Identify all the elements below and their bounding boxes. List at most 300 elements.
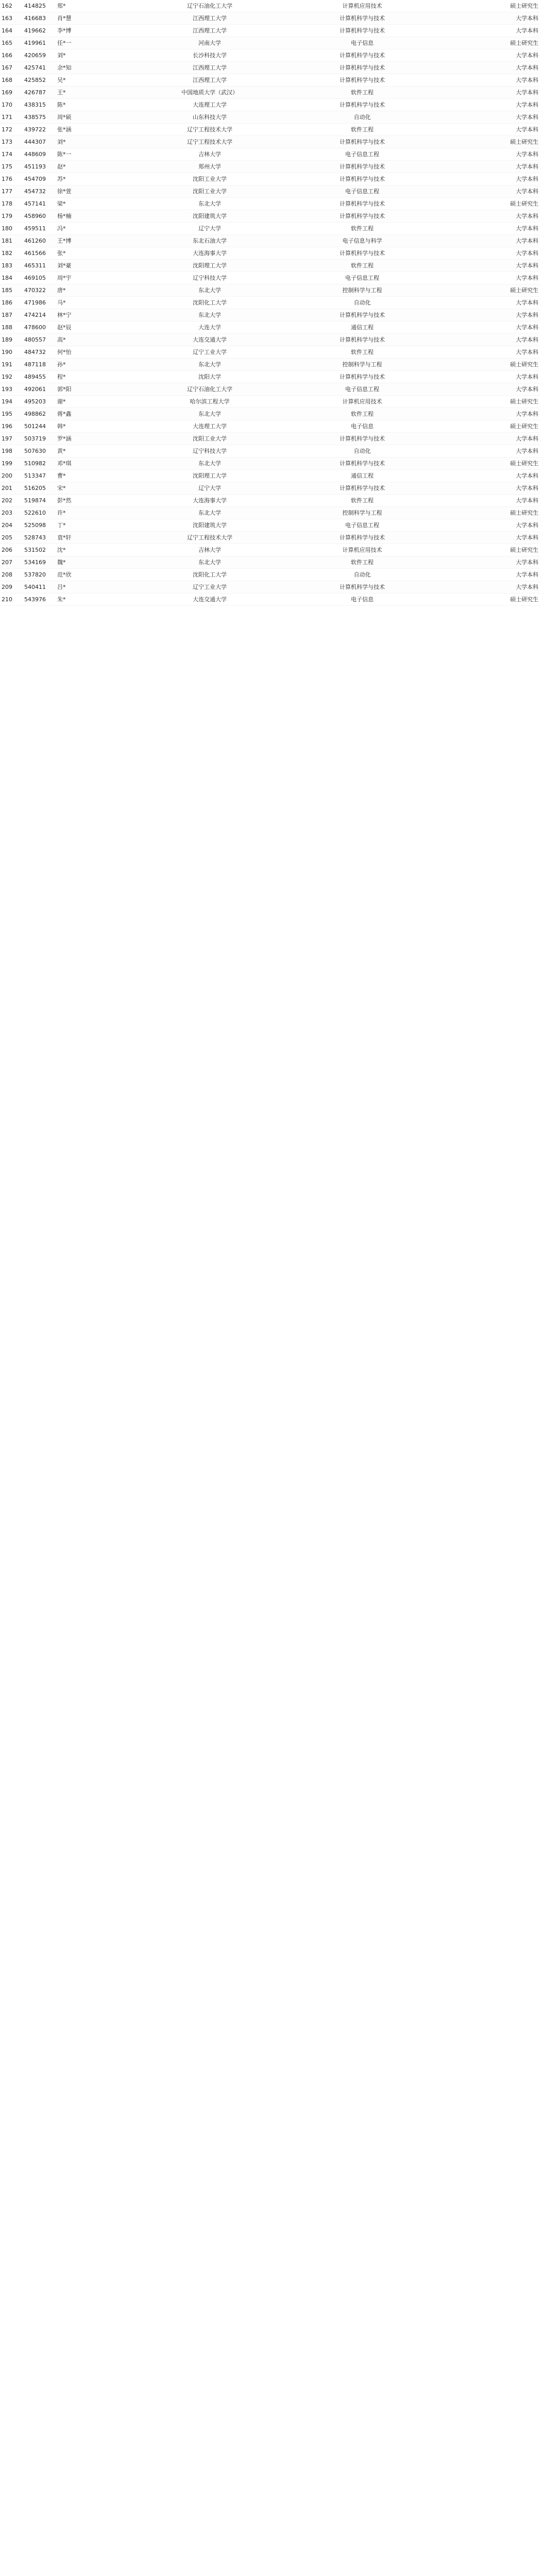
row-index: 179 [0,210,23,223]
row-id: 478600 [23,321,56,334]
table-row [0,284,540,297]
degree-type: 大学本科 [436,173,540,185]
row-index: 195 [0,408,23,420]
row-index: 184 [0,272,23,284]
degree-type: 大学本科 [436,383,540,396]
table-row [0,111,540,124]
admitted-major: 计算机科学与技术 [289,334,436,346]
degree-type: 大学本科 [436,408,540,420]
row-index: 167 [0,62,23,74]
undergraduate-school: 大连理工大学 [131,420,289,433]
row-index: 188 [0,321,23,334]
row-id: 416683 [23,12,56,25]
row-id: 513347 [23,470,56,482]
row-id: 531502 [23,544,56,556]
undergraduate-school: 郑州大学 [131,161,289,173]
student-name: 魏* [56,556,131,569]
degree-type: 大学本科 [436,74,540,87]
student-name: 丁* [56,519,131,532]
admitted-major: 计算机应用技术 [289,396,436,408]
row-index: 194 [0,396,23,408]
degree-type: 大学本科 [436,272,540,284]
degree-type: 硕士研究生 [436,544,540,556]
row-index: 205 [0,532,23,544]
row-id: 510982 [23,457,56,470]
table-row [0,556,540,569]
row-index: 171 [0,111,23,124]
row-id: 537820 [23,569,56,581]
admitted-major: 控制科学与工程 [289,359,436,371]
row-index: 172 [0,124,23,136]
table-row [0,470,540,482]
undergraduate-school: 沈阳大学 [131,371,289,383]
undergraduate-school: 辽宁工业大学 [131,346,289,359]
row-index: 202 [0,495,23,507]
degree-type: 大学本科 [436,25,540,37]
row-index: 198 [0,445,23,457]
row-id: 425741 [23,62,56,74]
row-id: 461566 [23,247,56,260]
row-id: 522610 [23,507,56,519]
table-row [0,297,540,309]
undergraduate-school: 沈阳工业大学 [131,185,289,198]
undergraduate-school: 东北大学 [131,198,289,210]
admitted-major: 计算机科学与技术 [289,482,436,495]
undergraduate-school: 山东科技大学 [131,111,289,124]
degree-type: 大学本科 [436,581,540,594]
admitted-major: 计算机科学与技术 [289,210,436,223]
student-name: 罗*涵 [56,433,131,445]
row-index: 187 [0,309,23,321]
admitted-major: 计算机科学与技术 [289,457,436,470]
degree-type: 大学本科 [436,161,540,173]
table-row [0,334,540,346]
student-name: 余*知 [56,62,131,74]
degree-type: 大学本科 [436,49,540,62]
admitted-major: 软件工程 [289,495,436,507]
undergraduate-school: 辽宁工程技术大学 [131,532,289,544]
student-name: 孙* [56,359,131,371]
row-index: 170 [0,99,23,111]
roster-body [0,0,540,606]
admitted-major: 计算机科学与技术 [289,173,436,185]
row-index: 199 [0,457,23,470]
undergraduate-school: 大连交通大学 [131,594,289,606]
admitted-major: 计算机科学与技术 [289,532,436,544]
admitted-major: 软件工程 [289,223,436,235]
degree-type: 大学本科 [436,433,540,445]
undergraduate-school: 沈阳化工大学 [131,569,289,581]
row-id: 543976 [23,594,56,606]
table-row [0,247,540,260]
admitted-major: 计算机科学与技术 [289,371,436,383]
admitted-major: 通信工程 [289,321,436,334]
student-name: 许* [56,507,131,519]
degree-type: 硕士研究生 [436,136,540,148]
row-id: 461260 [23,235,56,247]
undergraduate-school: 东北大学 [131,457,289,470]
degree-type: 大学本科 [436,334,540,346]
table-row [0,161,540,173]
undergraduate-school: 大连大学 [131,321,289,334]
row-index: 182 [0,247,23,260]
table-row [0,371,540,383]
student-name: 袁*轩 [56,532,131,544]
student-name: 陈*一 [56,148,131,161]
table-row [0,309,540,321]
table-row [0,359,540,371]
student-name: 沈* [56,544,131,556]
row-index: 163 [0,12,23,25]
degree-type: 大学本科 [436,235,540,247]
table-row [0,99,540,111]
admitted-major: 计算机科学与技术 [289,62,436,74]
row-index: 206 [0,544,23,556]
admitted-major: 自动化 [289,569,436,581]
undergraduate-school: 江西理工大学 [131,62,289,74]
undergraduate-school: 吉林大学 [131,148,289,161]
table-row [0,569,540,581]
admitted-major: 计算机应用技术 [289,544,436,556]
row-id: 454709 [23,173,56,185]
student-name: 朱* [56,594,131,606]
undergraduate-school: 沈阳化工大学 [131,297,289,309]
row-id: 439722 [23,124,56,136]
admitted-major: 电子信息工程 [289,148,436,161]
table-row [0,396,540,408]
row-index: 201 [0,482,23,495]
degree-type: 硕士研究生 [436,198,540,210]
admitted-major: 计算机科学与技术 [289,25,436,37]
degree-type: 大学本科 [436,297,540,309]
table-row [0,136,540,148]
degree-type: 大学本科 [436,346,540,359]
row-id: 469105 [23,272,56,284]
row-index: 181 [0,235,23,247]
admitted-major: 自动化 [289,445,436,457]
row-index: 162 [0,0,23,12]
table-row [0,87,540,99]
row-id: 519874 [23,495,56,507]
undergraduate-school: 江西理工大学 [131,12,289,25]
undergraduate-school: 沈阳建筑大学 [131,519,289,532]
degree-type: 大学本科 [436,482,540,495]
undergraduate-school: 沈阳工业大学 [131,433,289,445]
degree-type: 大学本科 [436,87,540,99]
undergraduate-school: 辽宁石油化工大学 [131,383,289,396]
row-id: 534169 [23,556,56,569]
row-id: 492061 [23,383,56,396]
admitted-major: 计算机科学与技术 [289,309,436,321]
table-row [0,223,540,235]
undergraduate-school: 江西理工大学 [131,74,289,87]
student-name: 宋* [56,482,131,495]
row-index: 196 [0,420,23,433]
student-name: 韩* [56,420,131,433]
row-index: 186 [0,297,23,309]
table-row [0,420,540,433]
undergraduate-school: 辽宁大学 [131,482,289,495]
row-index: 209 [0,581,23,594]
degree-type: 大学本科 [436,124,540,136]
table-row [0,495,540,507]
student-name: 刘*豪 [56,260,131,272]
row-index: 189 [0,334,23,346]
row-id: 474214 [23,309,56,321]
degree-type: 硕士研究生 [436,396,540,408]
row-id: 528743 [23,532,56,544]
table-row [0,124,540,136]
student-name: 周*宇 [56,272,131,284]
degree-type: 大学本科 [436,445,540,457]
admitted-major: 计算机应用技术 [289,0,436,12]
admitted-major: 电子信息工程 [289,519,436,532]
table-row [0,519,540,532]
row-id: 444307 [23,136,56,148]
admitted-major: 计算机科学与技术 [289,198,436,210]
admitted-major: 计算机科学与技术 [289,161,436,173]
student-name: 徐*萱 [56,185,131,198]
degree-type: 硕士研究生 [436,457,540,470]
admitted-major: 电子信息工程 [289,272,436,284]
row-index: 190 [0,346,23,359]
row-index: 178 [0,198,23,210]
student-name: 冯* [56,223,131,235]
row-index: 166 [0,49,23,62]
row-id: 525098 [23,519,56,532]
admitted-major: 软件工程 [289,408,436,420]
undergraduate-school: 大连海事大学 [131,247,289,260]
admitted-major: 电子信息 [289,37,436,49]
undergraduate-school: 东北大学 [131,309,289,321]
row-id: 414825 [23,0,56,12]
undergraduate-school: 东北大学 [131,284,289,297]
admitted-major: 软件工程 [289,346,436,359]
degree-type: 大学本科 [436,309,540,321]
undergraduate-school: 东北大学 [131,408,289,420]
undergraduate-school: 东北石油大学 [131,235,289,247]
admitted-major: 计算机科学与技术 [289,581,436,594]
degree-type: 大学本科 [436,148,540,161]
admitted-major: 通信工程 [289,470,436,482]
table-row [0,457,540,470]
row-id: 426787 [23,87,56,99]
student-name: 邓*琪 [56,457,131,470]
undergraduate-school: 东北大学 [131,507,289,519]
table-row [0,272,540,284]
row-id: 471986 [23,297,56,309]
table-row [0,173,540,185]
student-name: 黄* [56,445,131,457]
student-name: 任*一 [56,37,131,49]
student-name: 范*欣 [56,569,131,581]
undergraduate-school: 辽宁工程技术大学 [131,136,289,148]
undergraduate-school: 沈阳工业大学 [131,173,289,185]
row-index: 176 [0,173,23,185]
degree-type: 大学本科 [436,111,540,124]
degree-type: 大学本科 [436,223,540,235]
student-name: 王* [56,87,131,99]
table-row [0,74,540,87]
student-name: 王*博 [56,235,131,247]
row-id: 495203 [23,396,56,408]
degree-type: 大学本科 [436,185,540,198]
table-row [0,321,540,334]
row-index: 180 [0,223,23,235]
row-id: 438315 [23,99,56,111]
row-index: 197 [0,433,23,445]
table-row [0,594,540,606]
table-row [0,346,540,359]
degree-type: 硕士研究生 [436,37,540,49]
student-name: 唐* [56,284,131,297]
student-name: 马* [56,297,131,309]
table-row [0,532,540,544]
degree-type: 大学本科 [436,556,540,569]
student-name: 张* [56,247,131,260]
admitted-major: 计算机科学与技术 [289,99,436,111]
table-row [0,210,540,223]
admitted-major: 自动化 [289,297,436,309]
row-id: 457141 [23,198,56,210]
row-id: 420659 [23,49,56,62]
table-row [0,482,540,495]
undergraduate-school: 沈阳建筑大学 [131,210,289,223]
table-row [0,445,540,457]
row-index: 204 [0,519,23,532]
undergraduate-school: 辽宁石油化工大学 [131,0,289,12]
row-id: 419961 [23,37,56,49]
student-name: 何*怡 [56,346,131,359]
row-index: 174 [0,148,23,161]
admitted-major: 电子信息工程 [289,185,436,198]
student-name: 张*涵 [56,124,131,136]
student-name: 吴* [56,74,131,87]
degree-type: 硕士研究生 [436,359,540,371]
student-name: 彭*然 [56,495,131,507]
row-index: 203 [0,507,23,519]
admitted-major: 软件工程 [289,124,436,136]
admitted-major: 软件工程 [289,87,436,99]
table-row [0,148,540,161]
degree-type: 大学本科 [436,62,540,74]
student-name: 陈* [56,99,131,111]
degree-type: 大学本科 [436,12,540,25]
student-name: 李*博 [56,25,131,37]
undergraduate-school: 辽宁大学 [131,223,289,235]
undergraduate-school: 辽宁工程技术大学 [131,124,289,136]
row-id: 448609 [23,148,56,161]
row-index: 192 [0,371,23,383]
admitted-major: 控制科学与工程 [289,507,436,519]
degree-type: 硕士研究生 [436,420,540,433]
student-name: 高* [56,334,131,346]
admitted-major: 计算机科学与技术 [289,433,436,445]
undergraduate-school: 长沙科技大学 [131,49,289,62]
table-row [0,49,540,62]
student-name: 周*硕 [56,111,131,124]
undergraduate-school: 吉林大学 [131,544,289,556]
undergraduate-school: 大连理工大学 [131,99,289,111]
row-id: 484732 [23,346,56,359]
undergraduate-school: 辽宁工业大学 [131,581,289,594]
student-name: 郑* [56,0,131,12]
admitted-major: 计算机科学与技术 [289,49,436,62]
table-row [0,0,540,12]
student-name: 梁* [56,198,131,210]
degree-type: 大学本科 [436,99,540,111]
admitted-major: 计算机科学与技术 [289,136,436,148]
row-index: 191 [0,359,23,371]
row-id: 516205 [23,482,56,495]
degree-type: 大学本科 [436,260,540,272]
row-id: 507630 [23,445,56,457]
row-index: 183 [0,260,23,272]
table-row [0,37,540,49]
admitted-major: 电子信息 [289,594,436,606]
degree-type: 大学本科 [436,495,540,507]
admitted-major: 电子信息工程 [289,383,436,396]
table-row [0,433,540,445]
student-name: 林*宁 [56,309,131,321]
student-name: 刘* [56,49,131,62]
admitted-major: 计算机科学与技术 [289,74,436,87]
student-name: 苏* [56,173,131,185]
row-index: 168 [0,74,23,87]
table-row [0,408,540,420]
table-row [0,62,540,74]
degree-type: 大学本科 [436,470,540,482]
undergraduate-school: 河南大学 [131,37,289,49]
table-row [0,581,540,594]
row-id: 419662 [23,25,56,37]
row-index: 207 [0,556,23,569]
undergraduate-school: 东北大学 [131,359,289,371]
undergraduate-school: 中国地质大学（武汉） [131,87,289,99]
admitted-major: 自动化 [289,111,436,124]
student-name: 肖*慧 [56,12,131,25]
row-index: 208 [0,569,23,581]
degree-type: 硕士研究生 [436,594,540,606]
row-id: 501244 [23,420,56,433]
undergraduate-school: 大连交通大学 [131,334,289,346]
admitted-major: 软件工程 [289,556,436,569]
admitted-major: 控制科学与工程 [289,284,436,297]
degree-type: 大学本科 [436,371,540,383]
row-index: 185 [0,284,23,297]
undergraduate-school: 沈阳理工大学 [131,260,289,272]
undergraduate-school: 大连海事大学 [131,495,289,507]
degree-type: 大学本科 [436,247,540,260]
table-row [0,25,540,37]
row-id: 487118 [23,359,56,371]
degree-type: 大学本科 [436,210,540,223]
student-name: 刘* [56,136,131,148]
student-name: 蒋*鑫 [56,408,131,420]
table-row [0,507,540,519]
row-id: 454732 [23,185,56,198]
degree-type: 大学本科 [436,532,540,544]
row-index: 175 [0,161,23,173]
degree-type: 大学本科 [436,519,540,532]
admitted-major: 计算机科学与技术 [289,247,436,260]
undergraduate-school: 东北大学 [131,556,289,569]
admission-roster-table [0,0,540,606]
student-name: 吕* [56,581,131,594]
student-name: 杨*楠 [56,210,131,223]
student-name: 谢* [56,396,131,408]
degree-type: 硕士研究生 [436,284,540,297]
